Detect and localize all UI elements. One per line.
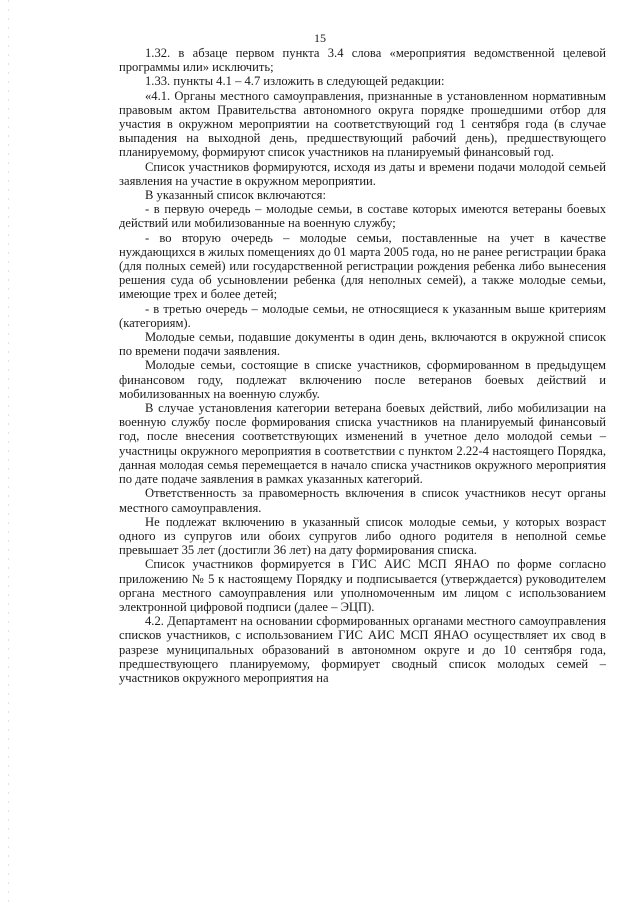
scan-margin-mark [8,0,9,905]
paragraph: Не подлежат включению в указанный список молодые семьи, у которых возраст одного из супругов или обоих супругов либо одного родителя в неполной семье превышает 35 лет (достигли 36 лет) на дату формирования списка. [119,514,606,558]
paragraph: - в первую очередь – молодые семьи, в составе которых имеются ветераны боевых действий или мобилизованные на военную службу; [119,202,606,231]
paragraph: Молодые семьи, состоящие в списке участников, сформированном в предыдущем финансовом году, подлежат включению после ветеранов боевых действий и мобилизованных на военную службу. [119,358,606,401]
paragraph: Ответственность за правомерность включения в список участников несут органы местного самоуправления. [119,486,606,515]
paragraph: - во вторую очередь – молодые семьи, поставленные на учет в качестве нуждающихся в жилых помещениях до 01 марта 2005 года, но не ранее регистрации брака (для полных семей) или государственной регистрации рождения ребенка либо вынесения решения суда об усыновлении ребенка (для неполных семей), а также молодые семьи, имеющие трех и более детей; [119,230,606,302]
paragraph: «4.1. Органы местного самоуправления, признанные в установленном нормативным правовым актом Правительства автономного округа порядке прошедшими отбор для участия в окружном мероприятии на соответствующий год 1 сентября года (в случае выпадения на выходной день, предшествующий рабочий день), предшествующего планируемому, формируют список участников на планируемый финансовый год. [119,88,606,160]
document-body [119,46,606,685]
paragraph: 4.2. Департамент на основании сформированных органами местного самоуправления списков участников, с использованием ГИС АИС МСП ЯНАО осуществляет их свод в разрезе муниципальных образований в автономном округе и до 10 сентября года, предшествующего планируемому, формирует сводный список молодых семей – участников окружного мероприятия на [119,614,606,685]
paragraph: 1.33. пункты 4.1 – 4.7 изложить в следующей редакции: [145,74,445,89]
paragraph: В случае установления категории ветерана боевых действий, либо мобилизации на военную службу после формирования списка участников на планируемый финансовый год, после внесения соответствующих изменений в учетное дело молодой семьи – участницы окружного мероприятия в соответствии с пунктом 2.22-4 настоящего Порядка, данная молодая семья перемещается в начало списка участников окружного мероприятия по дате подаче заявления в рамках указанных категорий. [119,401,606,487]
paragraph: 1.32. в абзаце первом пункта 3.4 слова «мероприятия ведомственной целевой программы или» исключить; [119,46,606,75]
paragraph: Список участников формируются, исходя из даты и времени подачи молодой семьей заявления на участие в окружном мероприятии. [119,159,606,188]
paragraph: - в третью очередь – молодые семьи, не относящиеся к указанным выше критериям (категориям). [119,301,606,330]
paragraph: Список участников формируется в ГИС АИС МСП ЯНАО по форме согласно приложению № 5 к настоящему Порядку и подписывается (утверждается) руководителем органа местного самоуправления или уполномоченным им лицом с использованием электронной цифровой подписи (далее – ЭЦП). [119,557,606,614]
paragraph: В указанный список включаются: [145,188,326,203]
page-number: 15 [314,31,326,45]
paragraph: Молодые семьи, подавшие документы в один день, включаются в окружной список по времени подачи заявления. [119,330,606,359]
